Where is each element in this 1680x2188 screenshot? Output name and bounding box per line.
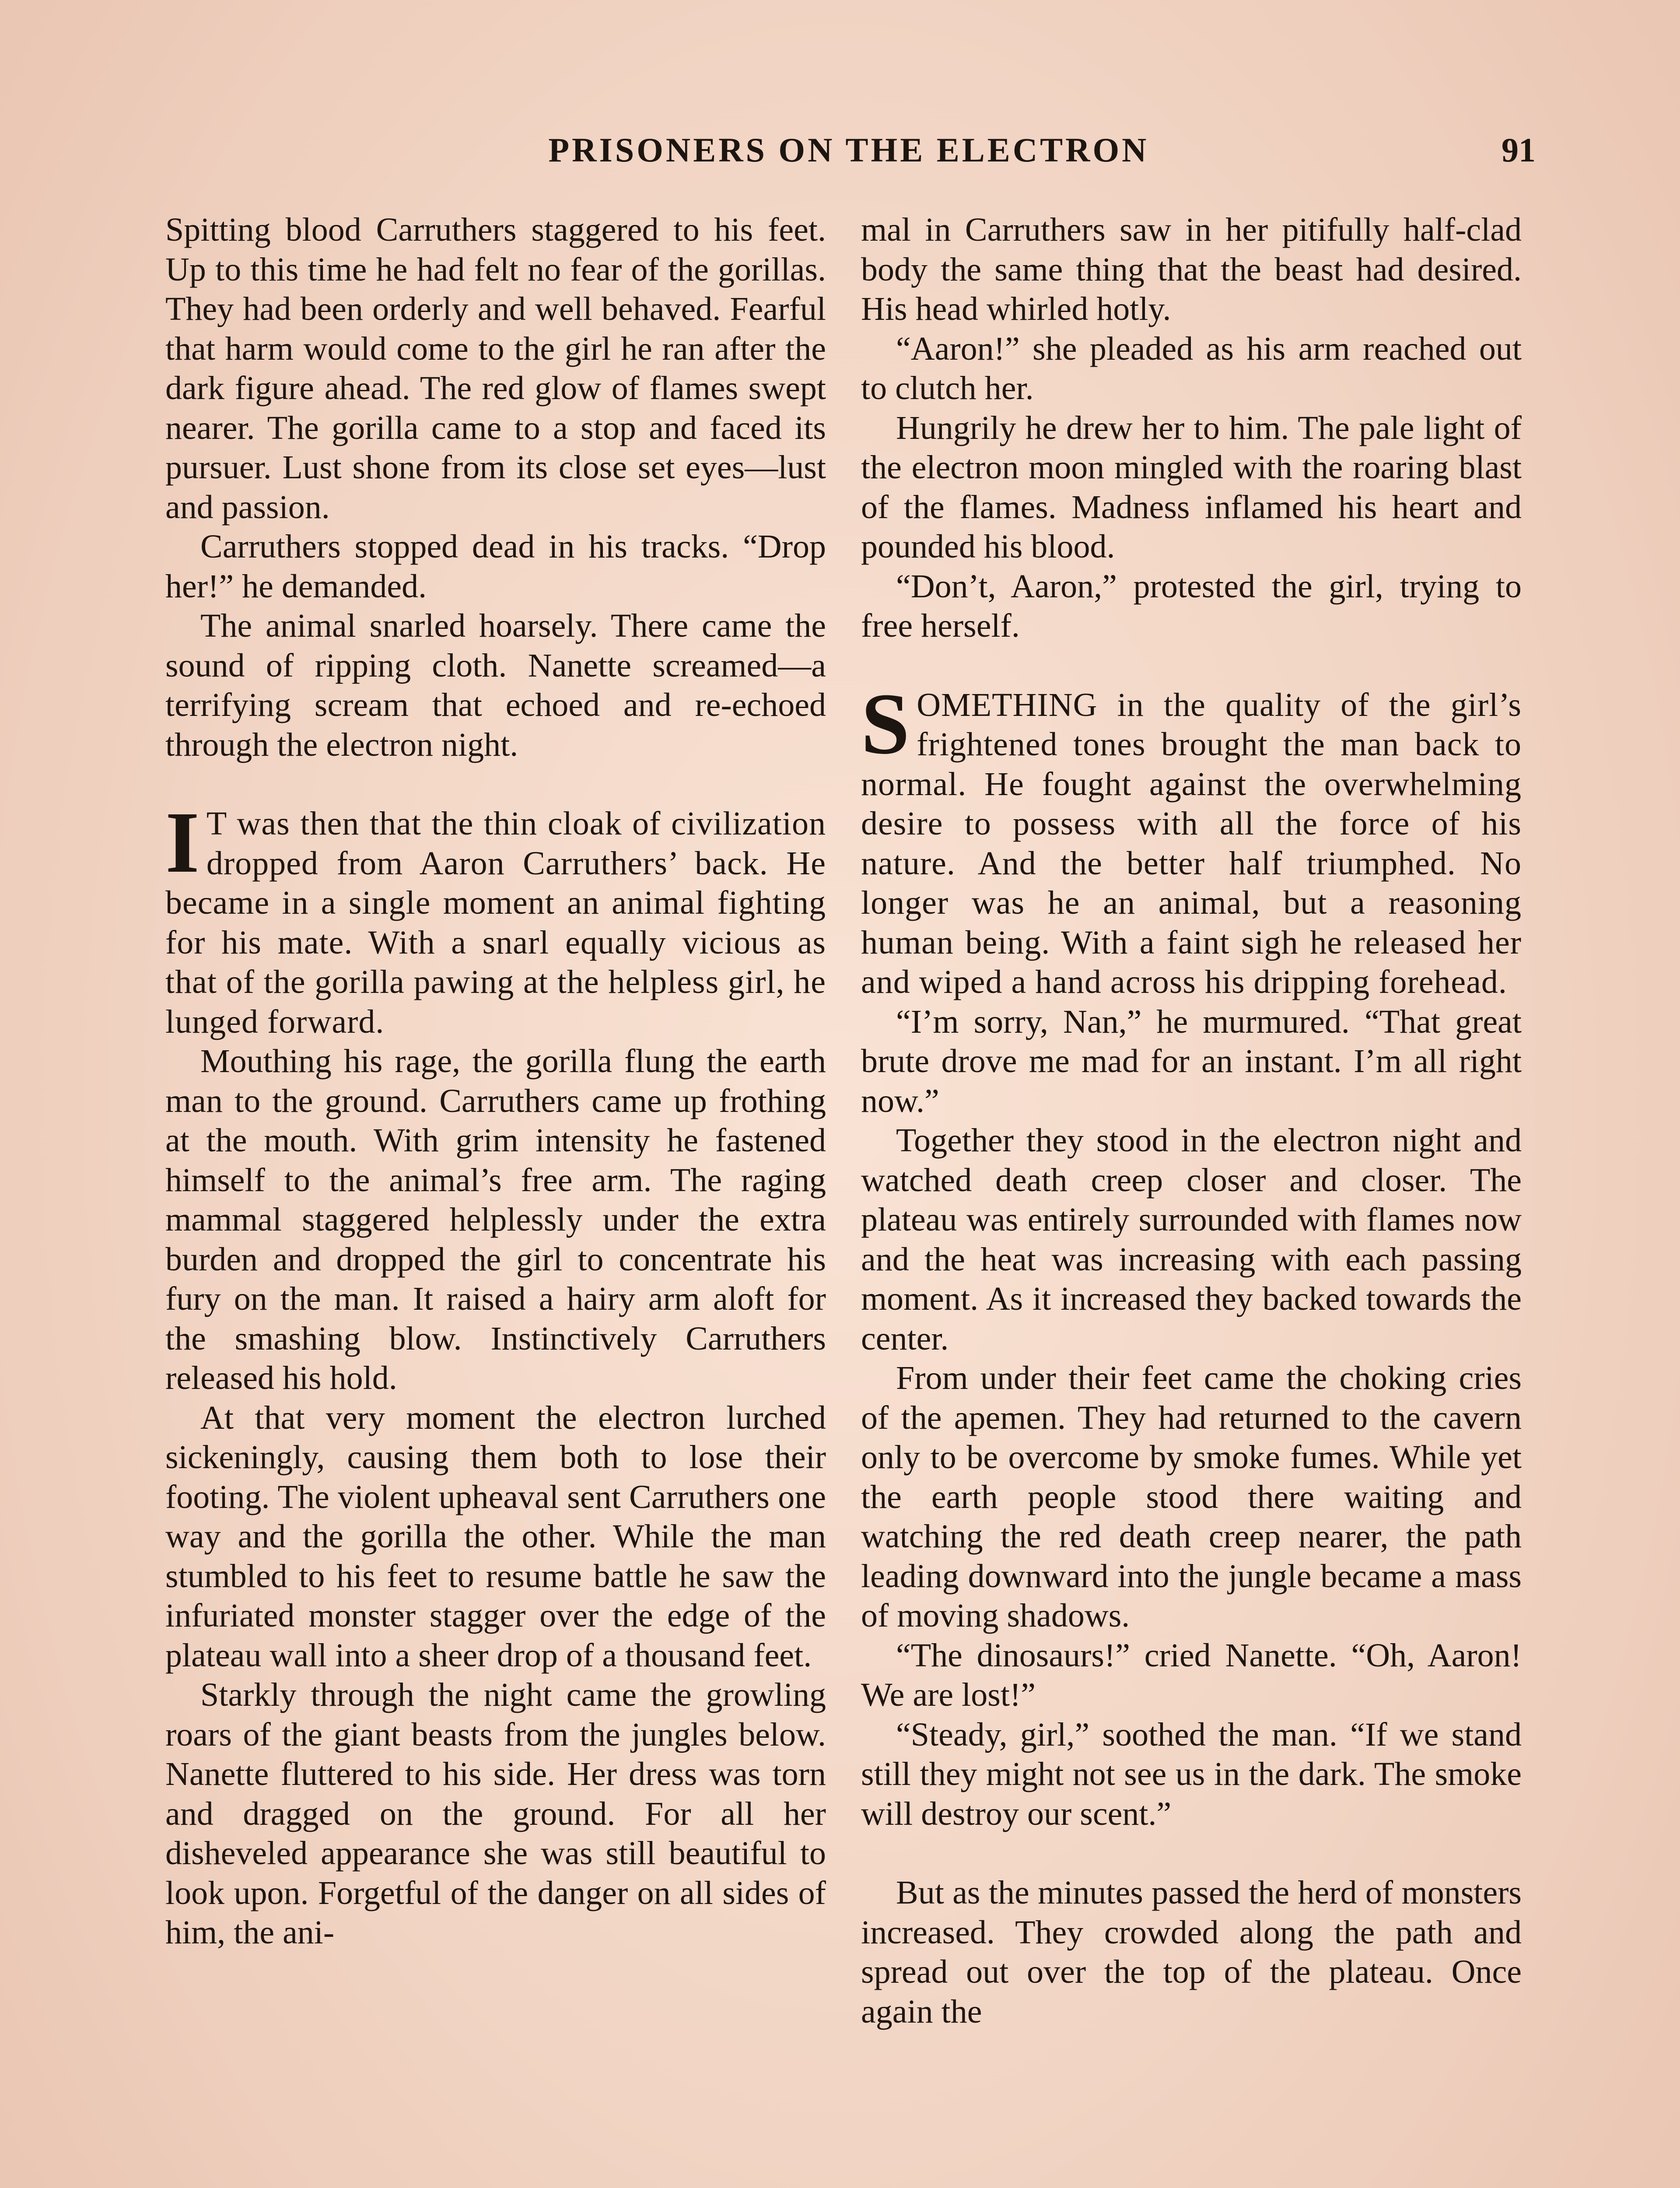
paragraph: The animal snarled hoarsely. There came the sound of ripping cloth. Nanette screamed—a terrifying scream that echoed and re-echoed through the electron night. — [165, 607, 826, 763]
running-title: PRISONERS ON THE ELECTRON — [548, 131, 1149, 169]
paragraph: Carruthers stopped dead in his tracks. “Drop her!” he demanded. — [165, 528, 826, 605]
page-number: 91 — [1502, 131, 1536, 169]
dropcap-paragraph-text: OMETHING in the quality of the girl’s frightened tones brought the man back to normal. He fought against the overwhelming desire to possess with all the force of his nature. And the better half triumphed. No longer was he an animal, but a reasoning human being. With a faint sigh he released her and wiped a hand across his dripping forehead. — [861, 686, 1522, 1000]
paragraph: Mouthing his rage, the gorilla flung the earth man to the ground. Carruthers came up frothing at the mouth. With grim intensity he fastened himself to the animal’s free arm. The raging mammal staggered helplessly under the extra burden and dropped the girl to concentrate his fury on the man. It raised a hairy arm aloft for the smashing blow. Instinctively Carruthers released his hold. — [165, 1043, 826, 1396]
paragraph: “Aaron!” she pleaded as his arm reached out to clutch her. — [861, 330, 1522, 407]
paragraph: “The dinosaurs!” cried Nanette. “Oh, Aaron! We are lost!” — [861, 1637, 1522, 1713]
paragraph: From under their feet came the choking cries of the apemen. They had returned to the cavern only to be overcome by smoke fumes. While yet the earth people stood there waiting and watching the red death creep nearer, the path leading downward into the jungle became a mass of moving shadows. — [861, 1360, 1522, 1634]
paragraph: At that very moment the electron lurched sickeningly, causing them both to lose their footing. The violent upheaval sent Carruthers one way and the gorilla the other. While the man stumbled to his feet to resume battle he saw the infuriated monster stagger over the edge of the plateau wall into a sheer drop of a thousand feet. — [165, 1399, 826, 1674]
paragraph: But as the minutes passed the herd of monsters increased. They crowded along the path and spread out over the top of the plateau. Once again the — [861, 1874, 1522, 2030]
drop-cap-letter: S — [861, 675, 910, 772]
paragraph: Together they stood in the electron night and watched death creep closer and closer. The plateau was entirely surrounded with flames now and the heat was increasing with each passing moment. As it increased they backed towards the center. — [861, 1122, 1522, 1357]
paragraph: “I’m sorry, Nan,” he murmured. “That great brute drove me mad for an instant. I’m all right now.” — [861, 1003, 1522, 1119]
paragraph: Starkly through the night came the growling roars of the giant beasts from the jungles below. Nanette fluttered to his side. Her dress was torn and dragged on the ground. For all her disheveled appearance she was still beautiful to look upon. Forgetful of the danger on all sides of him, the ani- — [165, 1676, 826, 1951]
paragraph: Hungrily he drew her to him. The pale light of the electron moon mingled with the roaring blast of the flames. Madness inflamed his heart and pounded his blood. — [861, 409, 1522, 565]
paragraph: mal in Carruthers saw in her pitifully half-clad body the same thing that the beast had desired. His head whirled hotly. — [861, 211, 1522, 327]
dropcap-paragraph — [165, 794, 826, 1041]
left-column — [165, 210, 826, 1953]
paragraph: Spitting blood Carruthers staggered to his feet. Up to this time he had felt no fear of the gorillas. They had been orderly and well behaved. Fearful that harm would come to the girl he ran after the dark figure ahead. The red glow of flames swept nearer. The gorilla came to a stop and faced its pursuer. Lust shone from its close set eyes—lust and passion. — [165, 211, 826, 526]
paragraph: “Don’t, Aaron,” protested the girl, trying to free herself. — [861, 568, 1522, 644]
paragraph: “Steady, girl,” soothed the man. “If we stand still they might not see us in the dark. The smoke will destroy our scent.” — [861, 1716, 1522, 1832]
dropcap-paragraph — [861, 675, 1522, 1002]
page-header — [166, 126, 1536, 174]
dropcap-paragraph-text: T was then that the thin cloak of civilization dropped from Aaron Carruthers’ back. He became in a single moment an animal fighting for his mate. With a snarl equally vicious as that of the gorilla pawing at the helpless girl, he lunged forward. — [165, 805, 826, 1040]
drop-cap-letter: I — [165, 794, 200, 891]
right-column — [861, 210, 1522, 2031]
